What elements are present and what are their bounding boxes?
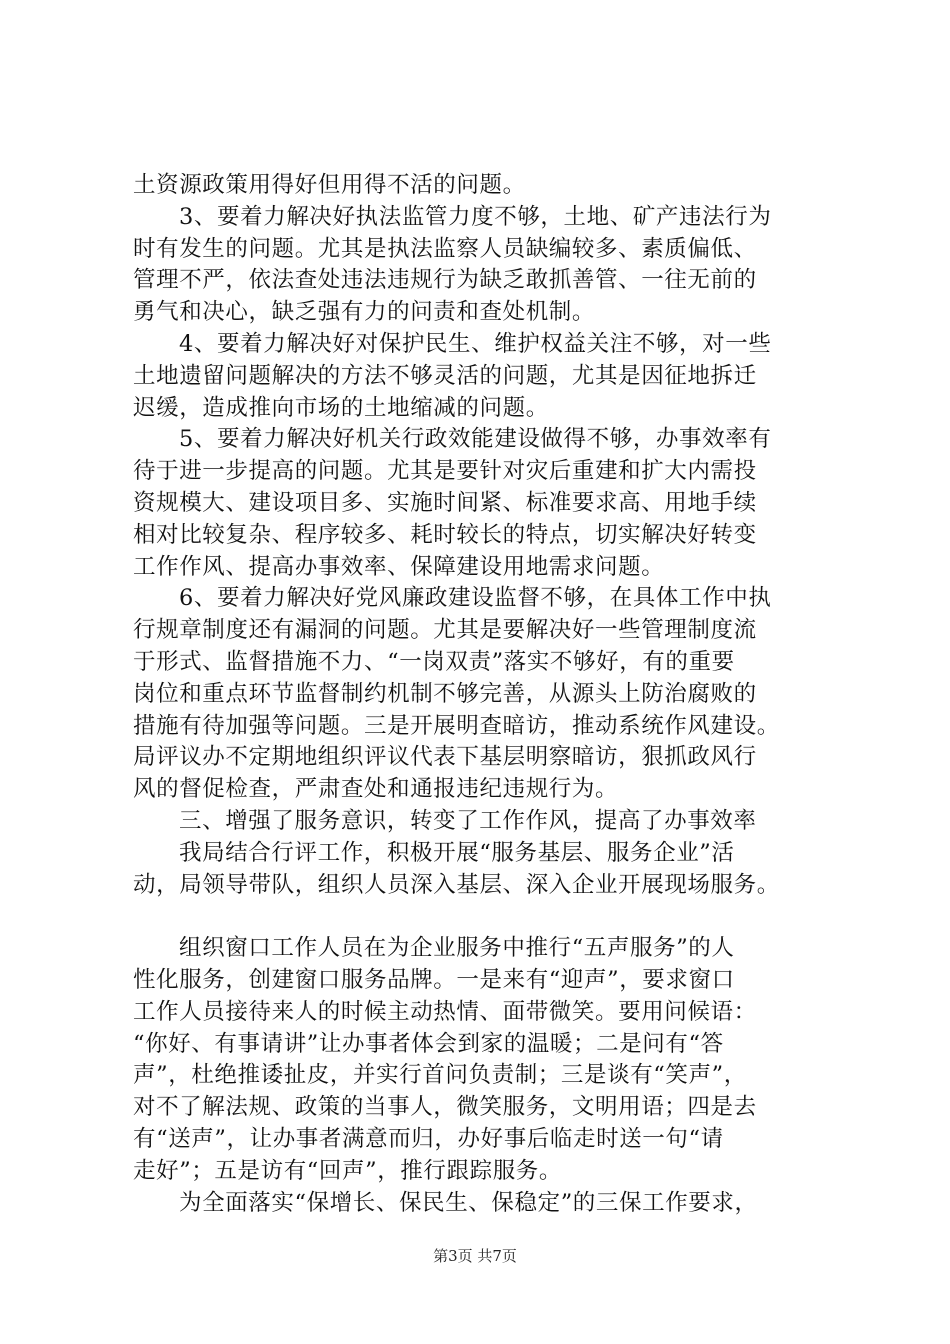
page-footer: 第3页 共7页 bbox=[433, 1247, 517, 1265]
text-line: 时有发生的问题。尤其是执法监察人员缺编较多、素质偏低、 bbox=[133, 235, 757, 262]
text-line: 组织窗口工作人员在为企业服务中推行“五声服务”的人 bbox=[179, 935, 735, 962]
text-line: 风的督促检查，严肃查处和通报违纪违规行为。 bbox=[133, 776, 619, 803]
text-line: 3、要着力解决好执法监管力度不够，土地、矿产违法行为 bbox=[179, 203, 772, 230]
text-line: 工作作风、提高办事效率、保障建设用地需求问题。 bbox=[133, 553, 665, 580]
text-line: 为全面落实“保增长、保民生、保稳定”的三保工作要求， bbox=[179, 1189, 758, 1216]
text-line: 性化服务，创建窗口服务品牌。一是来有“迎声”，要求窗口 bbox=[133, 966, 735, 993]
text-line: 走好”；五是访有“回声”，推行跟踪服务。 bbox=[133, 1157, 563, 1184]
text-line: 局评议办不定期地组织评议代表下基层明察暗访，狠抓政风行 bbox=[133, 744, 757, 771]
text-line: 土资源政策用得好但用得不活的问题。 bbox=[133, 172, 526, 198]
text-line: 工作人员接待来人的时候主动热情、面带微笑。要用问候语： bbox=[133, 998, 757, 1025]
text-line: 岗位和重点环节监督制约机制不够完善，从源头上防治腐败的 bbox=[133, 680, 757, 707]
text-line: 6、要着力解决好党风廉政建设监督不够，在具体工作中执 bbox=[179, 585, 772, 612]
text-line: 我局结合行评工作，积极开展“服务基层、服务企业”活 bbox=[179, 839, 735, 866]
text-line: 相对比较复杂、程序较多、耗时较长的特点，切实解决好转变 bbox=[133, 521, 757, 548]
text-line: 措施有待加强等问题。三是开展明查暗访，推动系统作风建设。 bbox=[133, 712, 780, 739]
text-line: 行规章制度还有漏洞的问题。尤其是要解决好一些管理制度流 bbox=[133, 617, 757, 644]
text-line: 有“送声”，让办事者满意而归，办好事后临走时送一句“请 bbox=[133, 1125, 724, 1152]
text-line: 勇气和决心，缺乏强有力的问责和查处机制。 bbox=[133, 299, 596, 326]
text-line: “你好、有事请讲”让办事者体会到家的温暖；二是问有“答 bbox=[133, 1030, 724, 1057]
text-line: 对不了解法规、政策的当事人，微笑服务，文明用语；四是去 bbox=[133, 1094, 757, 1121]
document-body bbox=[133, 170, 843, 1219]
text-line: 4、要着力解决好对保护民生、维护权益关注不够，对一些 bbox=[179, 330, 772, 357]
text-line: 迟缓，造成推向市场的土地缩减的问题。 bbox=[133, 394, 549, 421]
text-line: 三、增强了服务意识，转变了工作作风，提高了办事效率 bbox=[179, 807, 757, 834]
text-line: 资规模大、建设项目多、实施时间紧、标准要求高、用地手续 bbox=[133, 489, 757, 516]
text-line: 管理不严，依法查处违法违规行为缺乏敢抓善管、一往无前的 bbox=[133, 267, 757, 294]
text-line: 于形式、监督措施不力、“一岗双责”落实不够好，有的重要 bbox=[133, 648, 735, 675]
text-line: 动，局领导带队，组织人员深入基层、深入企业开展现场服务。 bbox=[133, 871, 780, 898]
text-line: 土地遗留问题解决的方法不够灵活的问题，尤其是因征地拆迁 bbox=[133, 362, 757, 389]
text-line: 5、要着力解决好机关行政效能建设做得不够，办事效率有 bbox=[179, 426, 772, 453]
text-line: 待于进一步提高的问题。尤其是要针对灾后重建和扩大内需投 bbox=[133, 458, 757, 485]
text-line: 声”，杜绝推诿扯皮，并实行首问负责制；三是谈有“笑声”， bbox=[133, 1062, 747, 1089]
blank-line bbox=[133, 901, 843, 933]
